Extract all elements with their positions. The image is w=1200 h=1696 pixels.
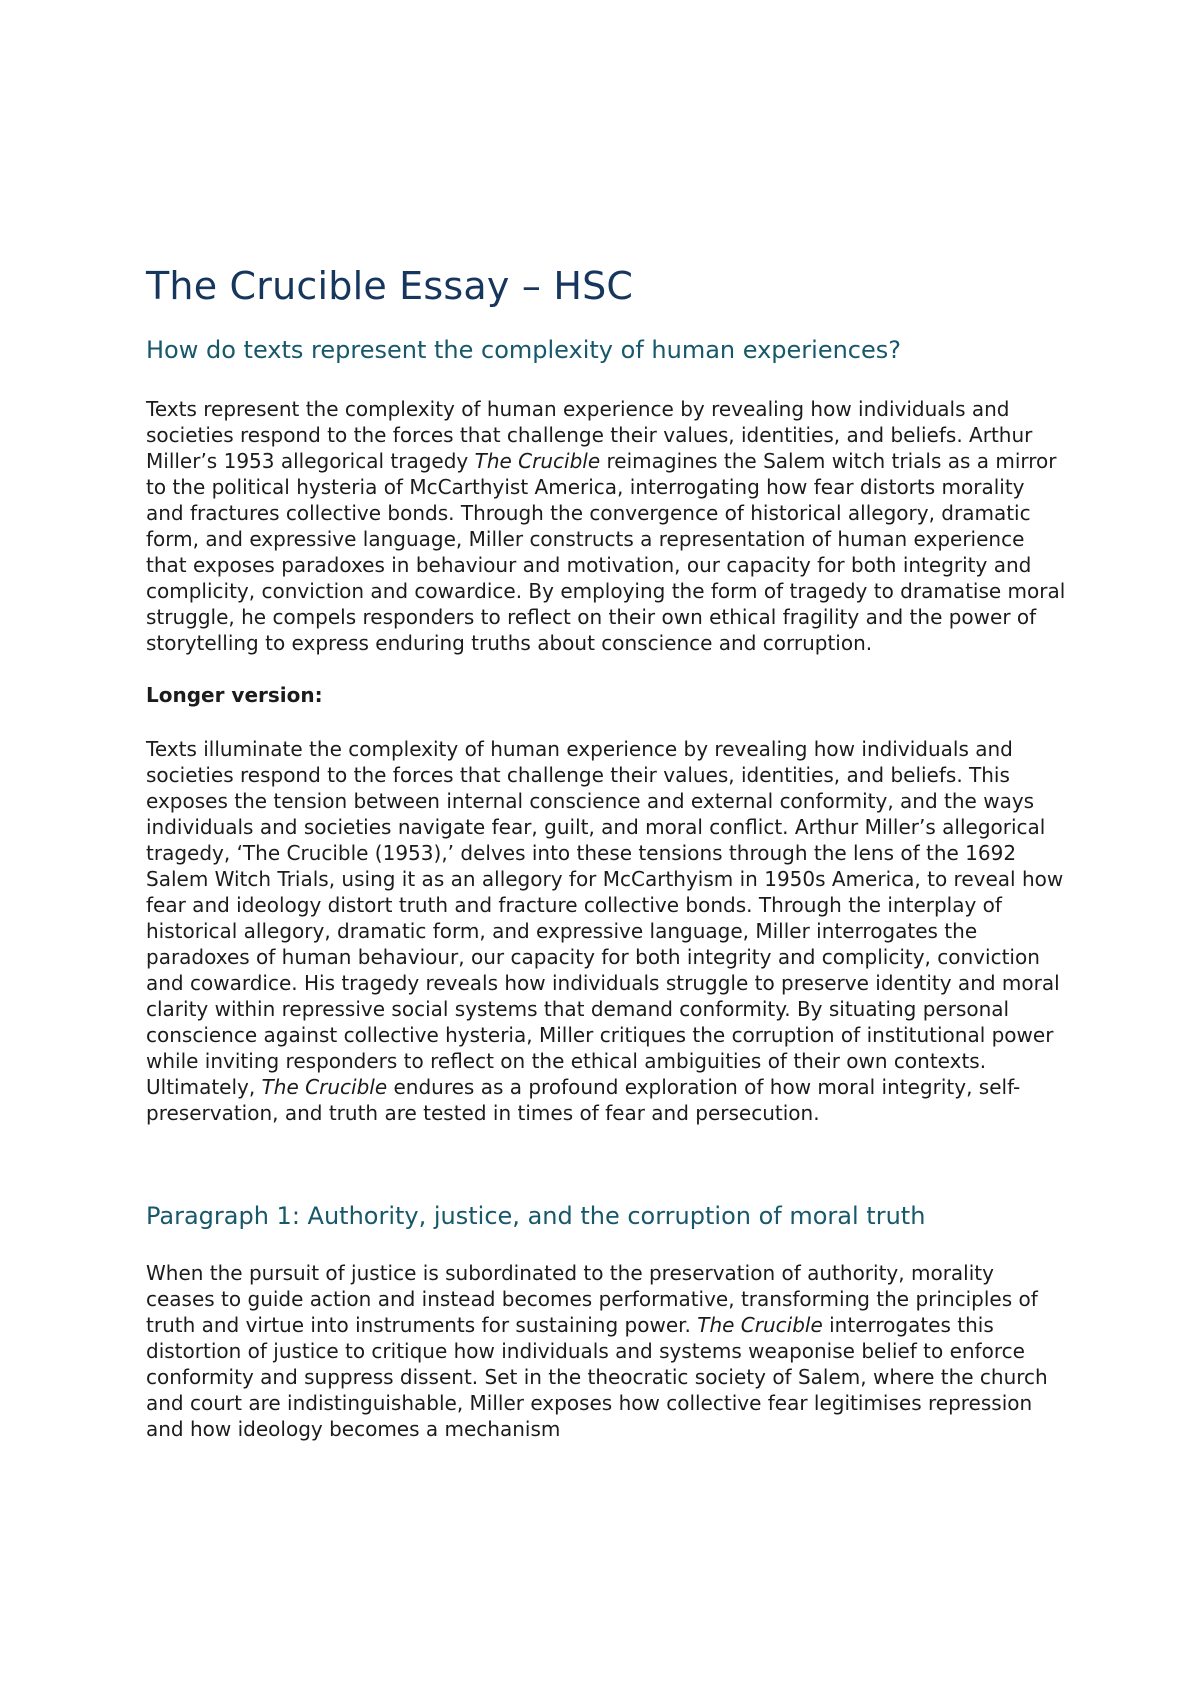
paragraph1-italic-title: The Crucible xyxy=(697,1313,823,1337)
paragraph1-text-1: When the pursuit of justice is subordinated to the preservation of authority, morality ceases to guide action and instead becomes performative, transforming the principles of truth and virtue into instruments for sustaining power. xyxy=(146,1261,1038,1337)
paragraph1-heading: Paragraph 1: Authority, justice, and the corruption of moral truth xyxy=(146,1202,926,1230)
intro-text-1: Texts represent the complexity of human experience by revealing how individuals and societies respond to the forces that challenge their values, identities, and beliefs. Arthur Miller’s 1953 allegorical tragedy xyxy=(146,397,1033,473)
longer-italic-title: The Crucible xyxy=(261,1075,388,1099)
longer-paragraph xyxy=(146,736,1066,1126)
paragraph1-text-2: interrogates this distortion of justice to critique how individuals and systems weaponise belief to enforce conformity and suppress dissent. Set in the theocratic society of Salem, where the church and court are indistinguishable, Miller exposes how collective fear legitimises repression and how ideology becomes a mechanism xyxy=(146,1313,1048,1441)
longer-text-2: endures as a profound exploration of how moral integrity, self-preservation, and truth are tested in times of fear and persecution. xyxy=(146,1075,1021,1125)
intro-paragraph xyxy=(146,396,1066,656)
intro-text-2: reimagines the Salem witch trials as a mirror to the political hysteria of McCarthyist America, interrogating how fear distorts morality and fractures collective bonds. Through the convergence of historical allegory, dramatic form, and expressive language, Miller constructs a representation of human experience that exposes paradoxes in behaviour and motivation, our capacity for both integrity and complicity, conviction and cowardice. By employing the form of tragedy to dramatise moral struggle, he compels responders to reflect on their own ethical fragility and the power of storytelling to express enduring truths about conscience and corruption. xyxy=(146,449,1066,655)
paragraph1-body xyxy=(146,1260,1066,1442)
document-body xyxy=(146,262,1066,1442)
essay-question: How do texts represent the complexity of human experiences? xyxy=(146,336,902,364)
intro-italic-title: The Crucible xyxy=(474,449,601,473)
longer-text-1: Texts illuminate the complexity of human experience by revealing how individuals and societies respond to the forces that challenge their values, identities, and beliefs. This exposes the tension between internal conscience and external conformity, and the ways individuals and societies navigate fear, guilt, and moral conflict. Arthur Miller’s allegorical tragedy, ‘The Crucible (1953),’ delves into these tensions through the lens of the 1692 Salem Witch Trials, using it as an allegory for McCarthyism in 1950s America, to reveal how fear and ideology distort truth and fracture collective bonds. Through the interplay of historical allegory, dramatic form, and expressive language, Miller interrogates the paradoxes of human behaviour, our capacity for both integrity and complicity, conviction and cowardice. His tragedy reveals how individuals struggle to preserve identity and moral clarity within repressive social systems that demand conformity. By situating personal conscience against collective hysteria, Miller critiques the corruption of institutional power while inviting responders to reflect on the ethical ambiguities of their own contexts. Ultimately, xyxy=(146,737,1064,1099)
longer-version-label: Longer version: xyxy=(146,683,323,707)
document-title: The Crucible Essay – HSC xyxy=(146,264,634,308)
